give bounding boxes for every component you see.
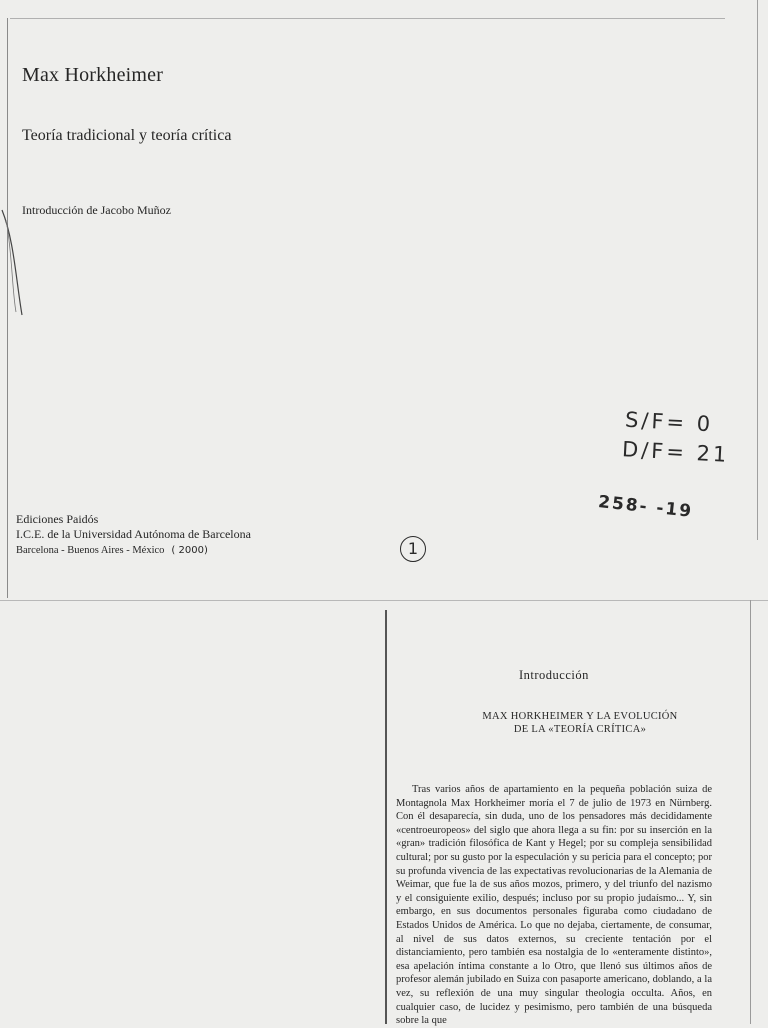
publisher-block [16,512,251,558]
scan-border-right [757,0,758,540]
introduction-credit: Introducción de Jacobo Muñoz [22,203,171,217]
publisher-cities: Barcelona - Buenos Aires - México [16,545,165,556]
handwritten-sf-note: S/F= 0 [624,407,714,437]
publisher-name: Ediciones Paidós [16,512,99,526]
publisher-cities-line [16,542,251,558]
book-title: Teoría tradicional y teoría crítica [22,127,232,144]
circled-page-number: 1 [400,536,426,562]
chapter-subtitle-line: MAX HORKHEIMER Y LA EVOLUCIÓN [482,711,678,722]
handwritten-df-note: D/F= 21 [621,437,730,467]
handwritten-year: ( 2000) [171,545,208,556]
scan-border-top [10,18,725,19]
chapter-subtitle [440,710,720,736]
chapter-subtitle-line: DE LA «TEORÍA CRÍTICA» [513,724,647,735]
page-fold-line [0,600,768,601]
chapter-heading: Introducción [519,668,589,682]
body-paragraph: Tras varios años de apartamiento en la pequeña población suiza de Montagnola Max Horkheimer moría el 7 de julio de 1973 en Nürnberg. Con él desaparecía, sin duda, uno de los pensadores más decididamente «centroeuropeos» del siglo que ahora llega a su fin: por su inserción en la «gran» tradición filosófica de Kant y Hegel; por su compleja sensibilidad cultural; por su gusto por la especulación y su pericia para el concepto; por su profunda vivencia de las expectativas revolucionarias de la Alemania de Weimar, que fue la de sus años mozos, primero, y del triunfo del nazismo y el consiguiente exilio, después; incluso por su propio judaísmo... Y, sin embargo, en sus documentos personales figuraba como ciudadano de Estados Unidos de América. Lo que no dejaba, ciertamente, de consumar, al nivel de sus datos externos, su creciente tentación por el distanciamiento, pero también esa nostalgia de lo «enteramente distinto», esa apelación íntima constante a lo Otro, que llenó sus últimos años de profesor alemán jubilado en Suiza con pasaporte americano, doblando, a la vez, su reflexión de una muy singular theologia occulta. Años, en cualquier caso, de lucidez y pesimismo, pero también de una búsqueda sobre la que [396,784,712,1027]
body-text [396,783,712,1028]
right-page-edge [750,600,751,1024]
handwritten-code-note: 258- -19 [597,492,694,522]
center-gutter-line [385,610,387,1024]
scan-curve-left [0,200,30,320]
book-author: Max Horkheimer [22,64,164,86]
publisher-institution: I.C.E. de la Universidad Autónoma de Barcelona [16,527,251,541]
